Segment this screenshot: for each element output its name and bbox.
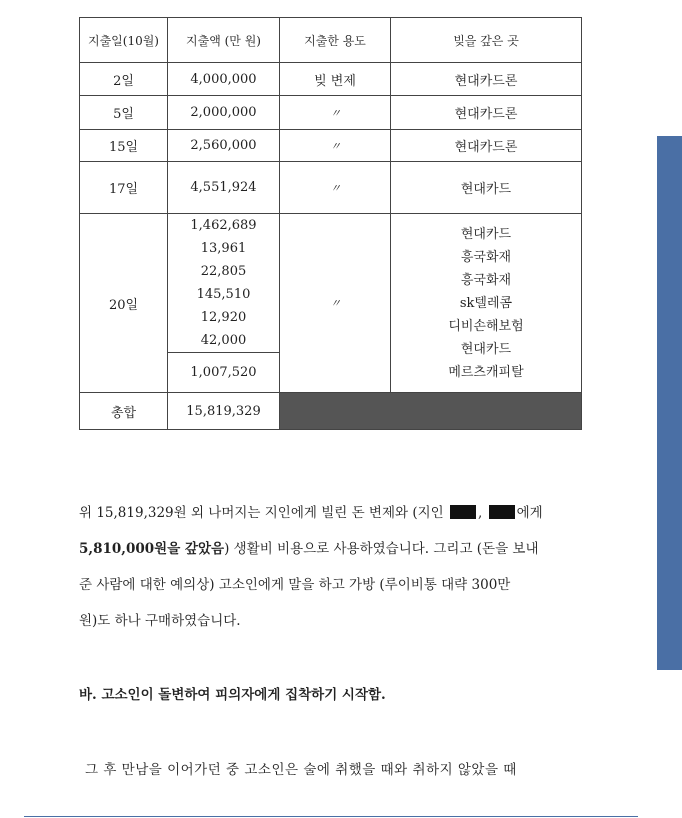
redaction-block xyxy=(450,505,476,519)
cell-day: 2일 xyxy=(80,63,168,96)
total-label: 총합 xyxy=(80,393,168,430)
payee-item: 흥국화재 xyxy=(460,249,512,265)
side-tab xyxy=(657,136,682,670)
table-row xyxy=(80,162,582,214)
table-row xyxy=(80,96,582,130)
cell-payee: 현대카드론 xyxy=(391,130,582,162)
cell-amount-list xyxy=(168,214,280,353)
cell-use: 〃 xyxy=(280,162,391,214)
section-heading: 바. 고소인이 돌변하여 피의자에게 집착하기 시작함. xyxy=(79,687,386,703)
cell-amount: 4,000,000 xyxy=(168,63,280,96)
footer-divider xyxy=(24,816,638,817)
cell-amount: 4,551,924 xyxy=(168,162,280,214)
amount-item: 22,805 xyxy=(200,264,247,279)
header-date: 지출일(10월) xyxy=(80,18,168,63)
body-paragraph xyxy=(79,495,586,639)
payee-item: sk텔레콤 xyxy=(459,295,513,311)
table-row xyxy=(80,130,582,162)
header-amount: 지출액 (만 원) xyxy=(168,18,280,63)
table-row xyxy=(80,63,582,96)
table-header-row xyxy=(80,18,582,63)
amount-item: 145,510 xyxy=(196,287,251,302)
amount-item: 42,000 xyxy=(200,333,247,348)
paragraph-line xyxy=(79,495,586,531)
cell-payee: 현대카드론 xyxy=(391,63,582,96)
cell-day: 20일 xyxy=(80,214,168,393)
cell-day: 5일 xyxy=(80,96,168,130)
cell-payee-list xyxy=(391,214,582,393)
paragraph-line: 그 후 만남을 이어가던 중 고소인은 술에 취했을 때와 취하지 않았을 때 xyxy=(85,762,517,778)
paragraph-line: 원)도 하나 구매하였습니다. xyxy=(79,613,241,629)
cell-amount: 1,007,520 xyxy=(168,353,280,393)
text-span: 위 15,819,329원 외 나머지는 지인에게 빌린 돈 변제와 (지인 xyxy=(79,505,444,521)
header-use: 지출한 용도 xyxy=(280,18,391,63)
bold-text: 5,810,000원을 갚았음 xyxy=(79,541,225,557)
total-amount: 15,819,329 xyxy=(168,393,280,430)
header-payee: 빚을 갚은 곳 xyxy=(391,18,582,63)
cell-use: 〃 xyxy=(280,96,391,130)
amount-item: 1,462,689 xyxy=(190,218,257,233)
payee-item: 메르츠캐피탈 xyxy=(448,364,524,380)
amount-item: 13,961 xyxy=(200,241,247,256)
cell-payee: 현대카드론 xyxy=(391,96,582,130)
payee-item: 흥국화재 xyxy=(460,272,512,288)
table-row xyxy=(80,214,582,353)
payee-item: 디비손해보험 xyxy=(448,318,524,334)
paragraph-line xyxy=(79,531,586,567)
text-span: 에게 xyxy=(516,505,543,521)
cell-payee: 현대카드 xyxy=(391,162,582,214)
cell-use: 〃 xyxy=(280,214,391,393)
cell-use: 빚 변제 xyxy=(280,63,391,96)
expense-table xyxy=(79,17,582,430)
table-total-row xyxy=(80,393,582,430)
text-span: , xyxy=(477,505,483,521)
paragraph-line: 준 사람에 대한 예의상) 고소인에게 말을 하고 가방 (루이비통 대략 300만 xyxy=(79,577,511,593)
payee-item: 현대카드 xyxy=(460,341,512,357)
cell-amount: 2,000,000 xyxy=(168,96,280,130)
cell-day: 17일 xyxy=(80,162,168,214)
shaded-cell xyxy=(280,393,582,430)
redaction-block xyxy=(489,505,515,519)
amount-item: 12,920 xyxy=(200,310,247,325)
payee-item: 현대카드 xyxy=(460,226,512,242)
text-span: ) 생활비 비용으로 사용하였습니다. 그리고 (돈을 보내 xyxy=(224,541,539,557)
cell-amount: 2,560,000 xyxy=(168,130,280,162)
cell-use: 〃 xyxy=(280,130,391,162)
cell-day: 15일 xyxy=(80,130,168,162)
